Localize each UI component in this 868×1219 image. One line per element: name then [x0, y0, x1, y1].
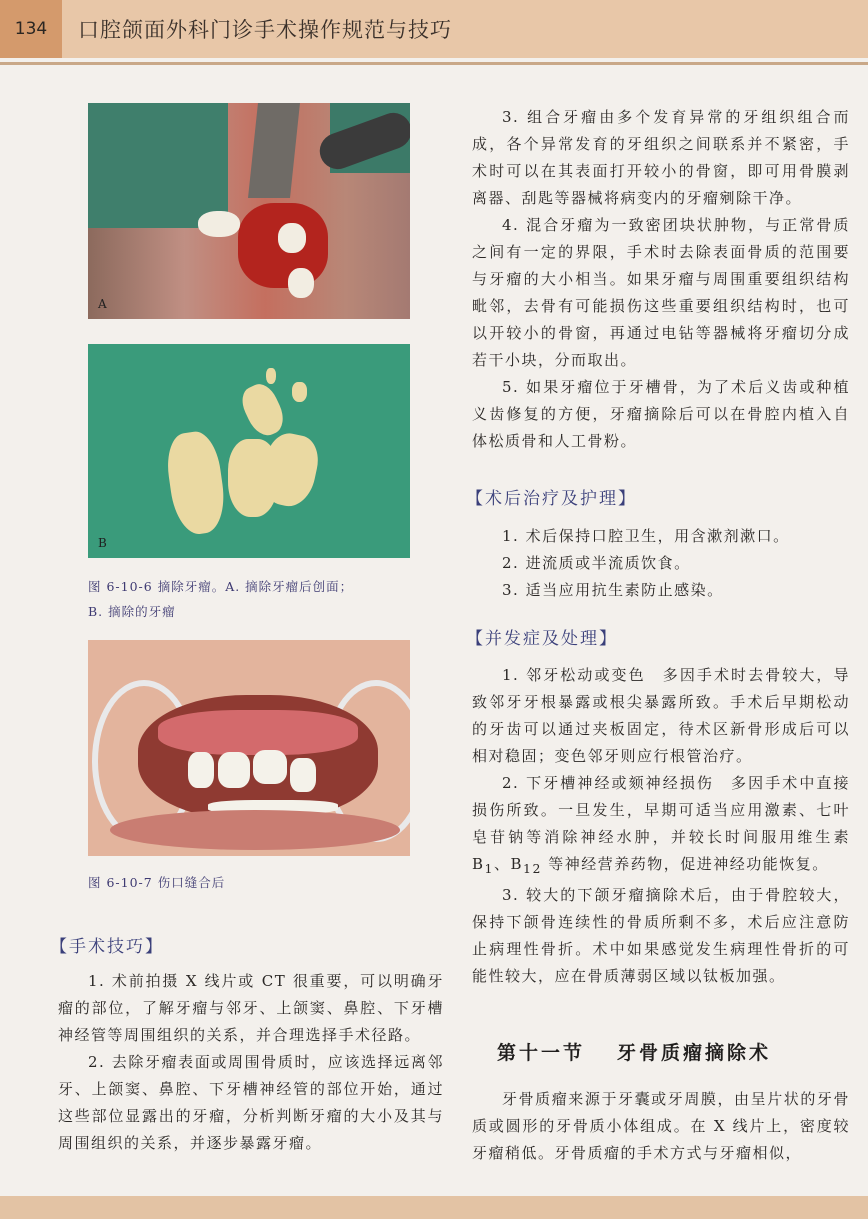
paragraph: 牙骨质瘤来源于牙囊或牙周膜，由呈片状的牙骨质或圆形的牙骨质小体组成。在 X 线片上，密度较牙瘤稍低。牙骨质瘤的手术方式与牙瘤相似，	[472, 1090, 850, 1162]
subscript: 12	[523, 861, 542, 876]
photo-label-b: B	[98, 536, 107, 550]
figure-caption: 图 6-10-6 摘除牙瘤。A. 摘除牙瘤后创面；	[88, 579, 354, 594]
odontoma-fragment	[237, 379, 290, 440]
paragraph: 5. 如果牙瘤位于牙槽骨，为了术后义齿或种植义齿修复的方便，牙瘤摘除后可以在骨腔内植入自体松质骨和人工骨粉。	[472, 378, 850, 450]
green-drape	[88, 103, 228, 228]
odontoma-types-text	[472, 104, 850, 455]
header-divider	[0, 62, 868, 65]
section-intro	[472, 1086, 850, 1167]
figure-caption: 图 6-10-7 伤口缝合后	[88, 875, 226, 890]
photo-a-surgical-wound	[88, 103, 410, 319]
postop-list	[472, 523, 850, 604]
book-title: 口腔颌面外科门诊手术操作规范与技巧	[78, 18, 452, 42]
section-name: 牙骨质瘤摘除术	[617, 1042, 772, 1064]
photo-b-extracted-odontoma	[88, 344, 410, 558]
paragraph: 1. 术前拍摄 X 线片或 CT 很重要，可以明确牙瘤的部位，了解牙瘤与邻牙、上颌窦、鼻腔、下牙槽神经管等周围组织的关系，并合理选择手术径路。	[58, 972, 444, 1044]
odontoma-fragment	[292, 382, 307, 402]
photo-label-a: A	[98, 297, 107, 311]
paragraph: 1. 邻牙松动或变色 多因手术时去骨较大，导致邻牙牙根暴露或根尖暴露所致。手术后早期松动的牙齿可以通过夹板固定，待术区新骨形成后可以相对稳固；变色邻牙则应行根管治疗。	[472, 666, 850, 765]
text-run: 、	[493, 855, 511, 873]
tooth	[198, 211, 240, 237]
complications-text	[472, 662, 850, 990]
paragraph: 4. 混合牙瘤为一致密团块状肿物，与正常骨质之间有一定的界限，手术时去除表面骨质的范围要与牙瘤的大小相当。如果牙瘤与周围重要组织结构毗邻，去骨有可能损伤这些重要组织结构时，也可以开较小的骨窗，再通过电钻等器械将牙瘤切分成若干小块，分而取出。	[472, 216, 850, 369]
list-item: 2. 进流质或半流质饮食。	[502, 554, 691, 572]
gum	[158, 710, 358, 755]
section-number: 第十一节	[497, 1042, 586, 1064]
text-run: B	[472, 855, 485, 873]
odontoma-fragment	[266, 368, 276, 384]
retractor	[248, 103, 300, 198]
heading-complications: 【并发症及处理】	[466, 629, 618, 649]
page-header	[0, 0, 868, 58]
text-run: B	[510, 855, 524, 873]
paragraph: 3. 组合牙瘤由多个发育异常的牙组织组合而成，各个异常发育的牙组织之间联系并不紧密，手术时可以在其表面打开较小的骨窗，即可用骨膜剥离器、刮匙等器械将病变内的牙瘤剜除干净。	[472, 108, 850, 207]
tooth	[188, 752, 214, 788]
odontoma-fragment	[163, 429, 229, 537]
figure-caption: B. 摘除的牙瘤	[88, 604, 176, 619]
section-title	[497, 1038, 771, 1065]
paragraph: 2. 去除牙瘤表面或周围骨质时，应该选择远离邻牙、上颌窦、鼻腔、下牙槽神经管的部位开始，通过这些部位显露出的牙瘤，分析判断牙瘤的大小及其与周围组织的关系，并逐步暴露牙瘤。	[58, 1053, 444, 1152]
tooth	[218, 752, 250, 788]
heading-postop-care: 【术后治疗及护理】	[466, 489, 637, 509]
text-run: 2. 下牙槽神经或颏神经损伤 多因手术中直接损伤所致。一旦发生，早期可适当应用激素、七叶皂苷钠等消除神经水肿，并较长时间服用维生素	[472, 774, 850, 846]
tooth	[253, 750, 287, 784]
list-item: 1. 术后保持口腔卫生，用含漱剂漱口。	[502, 527, 790, 545]
footer-band	[0, 1196, 868, 1219]
tooth	[288, 268, 314, 298]
paragraph	[472, 770, 850, 882]
tooth	[290, 758, 316, 792]
subscript: 1	[484, 861, 494, 876]
photo-sutured-wound	[88, 640, 410, 856]
heading-surgical-technique: 【手术技巧】	[50, 937, 164, 957]
list-item: 3. 适当应用抗生素防止感染。	[502, 581, 724, 599]
surgical-technique-text	[58, 968, 444, 1157]
paragraph: 3. 较大的下颌牙瘤摘除术后，由于骨腔较大，保持下颌骨连续性的骨质所剩不多，术后应注意防止病理性骨折。术中如果感觉发生病理性骨折的可能性较大，应在骨质薄弱区域以钛板加强。	[472, 886, 850, 985]
text-run: 等神经营养药物，促进神经功能恢复。	[541, 855, 829, 873]
lower-lip	[110, 810, 400, 850]
page-number: 134	[0, 0, 62, 58]
tooth	[278, 223, 306, 253]
